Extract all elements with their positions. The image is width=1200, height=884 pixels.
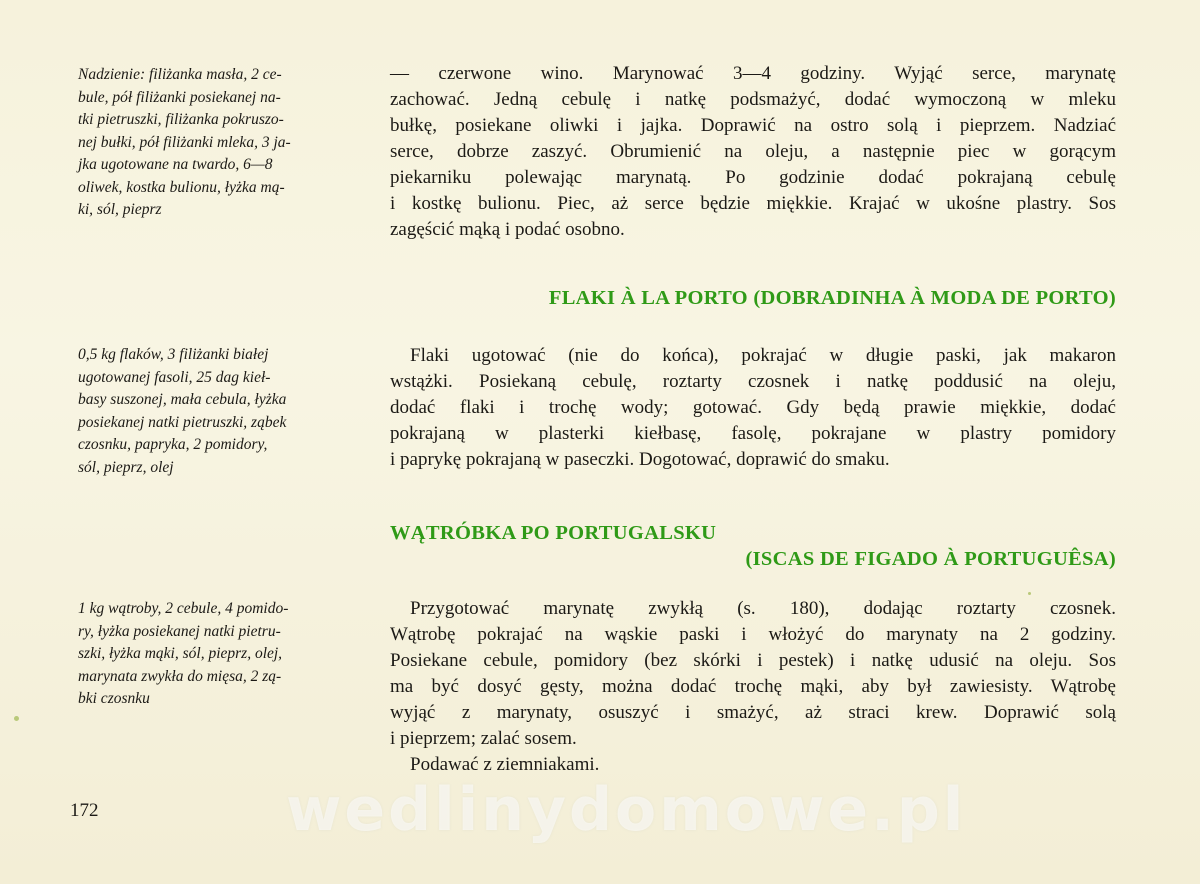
text-line: pokrajaną w plasterki kiełbasę, fasolę, pokrajane w plastry pomidory xyxy=(390,423,1116,444)
recipe-text-flaki xyxy=(390,343,1116,473)
ingredient-line: jka ugotowane na twardo, 6—8 xyxy=(78,156,273,173)
text-line: piekarniku polewając marynatą. Po godzinie dodać pokrajaną cebulę xyxy=(390,167,1116,188)
recipe-text-heart xyxy=(390,61,1116,243)
title-line: WĄTRÓBKA PO PORTUGALSKU xyxy=(390,522,717,544)
paper-speck xyxy=(1028,592,1031,595)
text-line: zagęścić mąką i podać osobno. xyxy=(390,219,625,240)
ingredient-line: ki, sól, pieprz xyxy=(78,201,162,218)
recipe-text-watrobka xyxy=(390,596,1116,778)
text-line: — czerwone wino. Marynować 3—4 godziny. Wyjąć serce, marynatę xyxy=(390,63,1116,84)
title-line: FLAKI À LA PORTO (DOBRADINHA À MODA DE PORTO) xyxy=(548,287,1116,309)
text-line: dodać flaki i trochę wody; gotować. Gdy będą prawie miękkie, dodać xyxy=(390,397,1116,418)
ingredient-line: marynata zwykła do mięsa, 2 zą- xyxy=(78,667,282,685)
title-line: (ISCAS DE FIGADO À PORTUGUÊSA) xyxy=(745,548,1116,570)
ingredients-list-watrobka xyxy=(78,598,368,711)
ingredient-line: czosnku, papryka, 2 pomidory, xyxy=(78,436,268,453)
ingredient-line: bki czosnku xyxy=(78,690,150,707)
text-line: wyjąć z marynaty, osuszyć i smażyć, aż straci krew. Doprawić solą xyxy=(390,702,1116,723)
ingredient-line: 1 kg wątroby, 2 cebule, 4 pomido- xyxy=(78,600,289,617)
page-number: 172 xyxy=(70,800,99,821)
ingredient-line: sól, pieprz, olej xyxy=(78,458,174,476)
recipe-title-flaki xyxy=(390,285,1116,311)
text-line: wstążki. Posiekaną cebulę, roztarty czosnek i natkę poddusić na oleju, xyxy=(390,371,1116,392)
text-line: Posiekane cebule, pomidory (bez skórki i pestek) i natkę udusić na oleju. Sos xyxy=(390,650,1116,671)
watermark: wedlinydomowe.pl xyxy=(286,775,967,845)
ingredient-line: ugotowanej fasoli, 25 dag kieł- xyxy=(78,368,271,386)
paper-speck xyxy=(14,716,19,721)
text-line: i pieprzem; zalać sosem. xyxy=(390,728,577,749)
ingredient-line: bule, pół filiżanki posiekanej na- xyxy=(78,88,281,106)
text-line: i kostkę bulionu. Piec, aż serce będzie miękkie. Krajać w ukośne plastry. Sos xyxy=(390,193,1116,214)
ingredient-line: tki pietruszki, filiżanka pokruszo- xyxy=(78,111,284,128)
ingredients-list-flaki xyxy=(78,344,368,479)
text-line: zachować. Jedną cebulę i natkę podsmażyć, dodać wymoczoną w mleku xyxy=(390,89,1116,110)
text-line: i paprykę pokrajaną w paseczki. Dogotować, doprawić do smaku. xyxy=(390,449,890,470)
recipe-title-watrobka xyxy=(390,520,1116,572)
text-line: ma być dosyć gęsty, można dodać trochę mąki, aby był zawiesisty. Wątrobę xyxy=(390,676,1116,697)
ingredient-line: posiekanej natki pietruszki, ząbek xyxy=(78,413,287,431)
text-line: Przygotować marynatę zwykłą (s. 180), dodając roztarty czosnek. xyxy=(410,598,1116,619)
text-line: bułkę, posiekane oliwki i jajka. Doprawić na ostro solą i pieprzem. Nadziać xyxy=(390,115,1116,136)
ingredient-line: szki, łyżka mąki, sól, pieprz, olej, xyxy=(78,645,283,662)
ingredient-line: ry, łyżka posiekanej natki pietru- xyxy=(78,622,281,640)
ingredient-line: nej bułki, pół filiżanki mleka, 3 ja- xyxy=(78,133,291,151)
ingredient-line: 0,5 kg flaków, 3 filiżanki białej xyxy=(78,346,269,363)
text-line: serce, dobrze zaszyć. Obrumienić na oleju, a następnie piec w gorącym xyxy=(390,141,1116,162)
text-line: Flaki ugotować (nie do końca), pokrajać w długie paski, jak makaron xyxy=(410,345,1116,366)
ingredient-line: oliwek, kostka bulionu, łyżka mą- xyxy=(78,178,285,196)
ingredients-list-stuffing xyxy=(78,64,368,222)
ingredient-line: basy suszonej, mała cebula, łyżka xyxy=(78,391,287,408)
ingredient-line: Nadzienie: filiżanka masła, 2 ce- xyxy=(78,66,282,83)
text-line: Wątrobę pokrajać na wąskie paski i włożyć do marynaty na 2 godziny. xyxy=(390,624,1116,645)
text-line: Podawać z ziemniakami. xyxy=(410,754,600,775)
